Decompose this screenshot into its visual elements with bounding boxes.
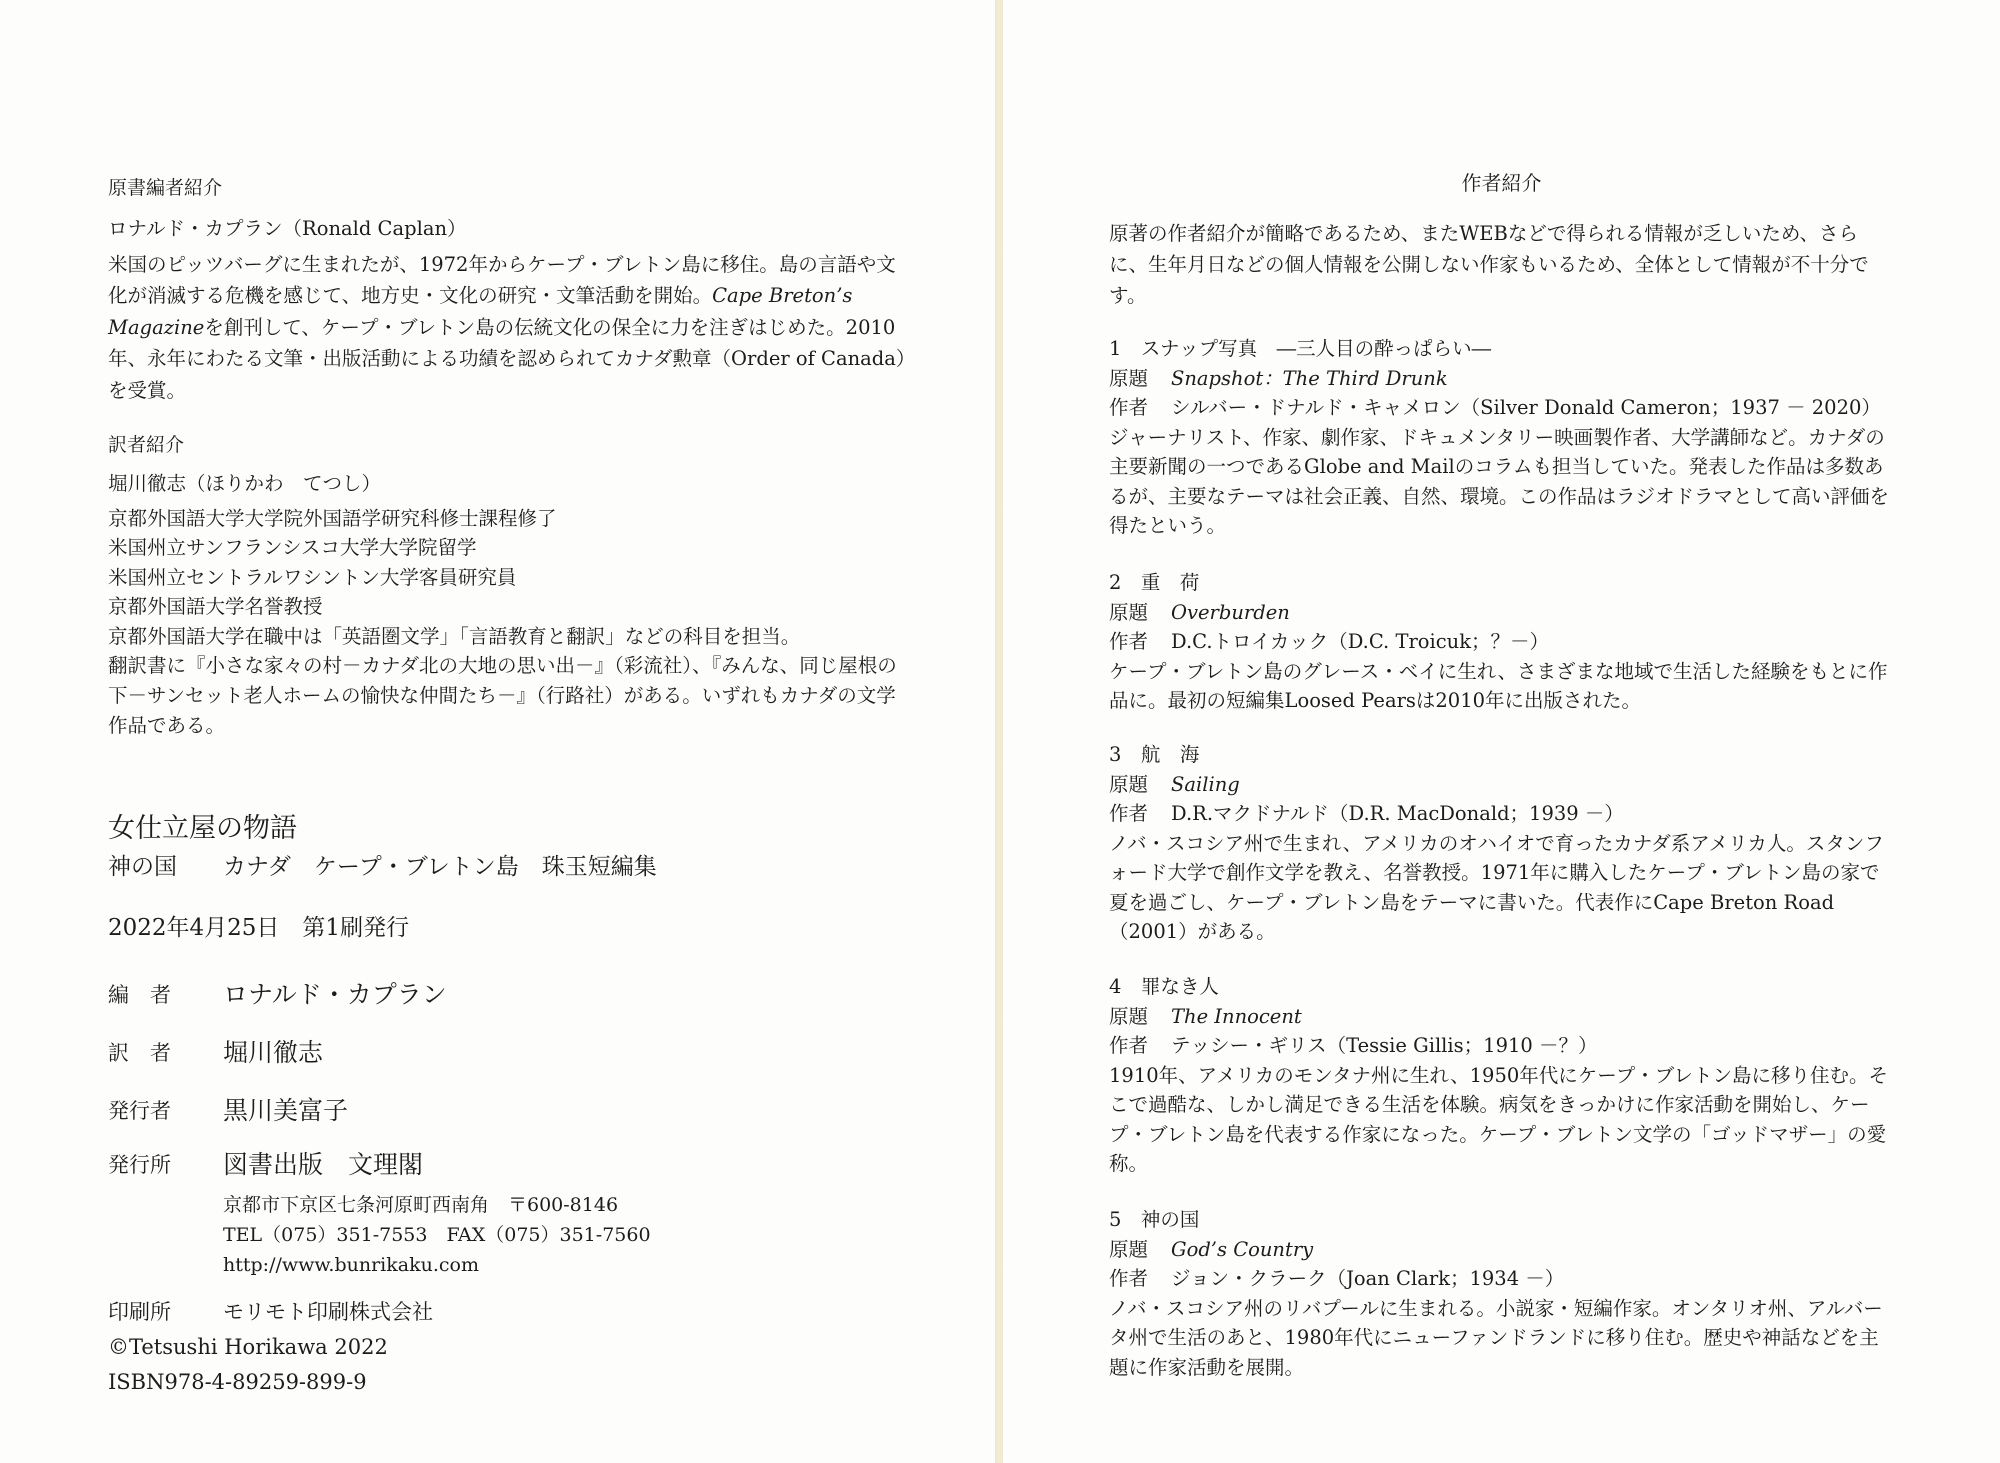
publisher-label: 発行所 <box>108 1153 171 1177</box>
copyright-block <box>108 1330 388 1400</box>
book-gutter <box>995 0 1003 1463</box>
original-title: Overburden <box>1171 600 1290 624</box>
copyright: ©Tetsushi Horikawa 2022 <box>108 1335 388 1359</box>
entry-author-row <box>1109 799 1889 829</box>
editor-bio <box>108 249 908 407</box>
entry-author-row <box>1109 627 1889 657</box>
entry-original-title-row <box>1109 598 1889 628</box>
author-name: テッシー・ギリス（Tessie Gillis；1910 －？） <box>1171 1034 1598 1057</box>
original-title: The Innocent <box>1171 1004 1302 1028</box>
printer-label: 印刷所 <box>108 1300 171 1324</box>
colophon-translator-row <box>108 1038 323 1068</box>
colophon-printer-row <box>108 1297 433 1327</box>
left-page <box>0 0 995 1463</box>
editor-heading: 原書編者紹介 <box>108 177 223 199</box>
translations-note: 翻訳書に『小さな家々の村－カナダ北の大地の思い出－』（彩流社）、『みんな、同じ屋根の下－サンセット老人ホームの愉快な仲間たち－』（行路社）がある。いずれもカナダの文学作品である。 <box>108 654 897 737</box>
author-entry-2 <box>1109 568 1889 716</box>
author-intro-heading: 作者紹介 <box>1461 171 1542 195</box>
original-title: Sailing <box>1171 772 1240 796</box>
career-item: 京都外国語大学名誉教授 <box>108 595 323 618</box>
editor-value: ロナルド・カプラン <box>223 980 447 1009</box>
translator-label: 訳 者 <box>108 1041 171 1065</box>
publisher-url[interactable]: http://www.bunrikaku.com <box>223 1254 479 1276</box>
author-label: 作者 <box>1109 630 1149 653</box>
book-subtitle: 神の国 カナダ ケープ・ブレトン島 珠玉短編集 <box>108 854 657 880</box>
author-entry-1 <box>1109 334 1889 541</box>
issuer-label: 発行者 <box>108 1099 171 1123</box>
entry-title: 2 重 荷 <box>1109 571 1200 594</box>
translator-name: 堀川徹志（ほりかわ てつし） <box>108 472 382 495</box>
author-label: 作者 <box>1109 1034 1149 1057</box>
original-title-label: 原題 <box>1109 1004 1149 1028</box>
author-name: D.C.トロイカック（D.C. Troicuk；？－） <box>1171 630 1550 653</box>
translator-heading: 訳者紹介 <box>108 434 185 456</box>
publisher-value: 図書出版 文理閣 <box>223 1150 424 1179</box>
author-name: ジョン・クラーク（Joan Clark；1934 －） <box>1171 1267 1565 1290</box>
colophon-issuer-row <box>108 1096 348 1126</box>
magazine-title: Cape Breton’s Magazine <box>108 284 853 339</box>
author-label: 作者 <box>1109 396 1149 419</box>
author-label: 作者 <box>1109 1267 1149 1290</box>
author-name: D.R.マクドナルド（D.R. MacDonald；1939 －） <box>1171 802 1624 825</box>
publish-date: 2022年4月25日 第1刷発行 <box>108 915 410 941</box>
printer-value: モリモト印刷株式会社 <box>223 1300 433 1324</box>
isbn: ISBN978-4-89259-899-9 <box>108 1370 367 1394</box>
issuer-value: 黒川美富子 <box>223 1096 349 1125</box>
publisher-phone-fax: TEL（075）351-7553 FAX（075）351-7560 <box>223 1224 651 1246</box>
entry-title: 5 神の国 <box>1109 1208 1200 1231</box>
original-title-label: 原題 <box>1109 1237 1149 1261</box>
right-page <box>1003 0 2000 1463</box>
original-title-label: 原題 <box>1109 772 1149 796</box>
author-bio: ジャーナリスト、作家、劇作家、ドキュメンタリー映画製作者、大学講師など。カナダの主要新聞の一つであるGlobe and Mailのコラムも担当していた。発表した作品は多数あるが、主要なテーマは社会正義、自然、環境。この作品はラジオドラマとして高い評価を得たという。 <box>1109 425 1890 537</box>
author-bio: ノバ・スコシア州で生まれ、アメリカのオハイオで育ったカナダ系アメリカ人。スタンフォード大学で創作文学を教え、名誉教授。1971年に購入したケープ・ブレトン島の家で夏を過ごし、ケープ・ブレトン島をテーマに書いた。代表作にCape Breton Road（2001）がある。 <box>1109 831 1884 943</box>
publisher-address-block <box>223 1190 651 1280</box>
author-intro-text: 原著の作者紹介が簡略であるため、またWEBなどで得られる情報が乏しいため、さらに、生年月日などの個人情報を公開しない作家もいるため、全体として情報が不十分です。 <box>1109 222 1869 307</box>
career-item: 京都外国語大学在職中は「英語圏文学」「言語教育と翻訳」などの科目を担当。 <box>108 624 801 648</box>
entry-original-title-row <box>1109 1002 1889 1032</box>
entry-original-title-row <box>1109 1235 1889 1265</box>
author-bio: ケープ・ブレトン島のグレース・ベイに生れ、さまざまな地域で生活した経験をもとに作品に。最初の短編集Loosed Pearsは2010年に出版された。 <box>1109 659 1888 712</box>
editor-bio-part1: 米国のピッツバーグに生まれたが、1972年からケープ・ブレトン島に移住。島の言語や文化が消滅する危機を感じて、地方史・文化の研究・文筆活動を開始。 <box>108 252 896 307</box>
original-title-label: 原題 <box>1109 600 1149 624</box>
entry-original-title-row <box>1109 770 1889 800</box>
entry-title: 4 罪なき人 <box>1109 975 1219 998</box>
editor-bio-part2: を創刊して、ケープ・ブレトン島の伝統文化の保全に力を注ぎはじめた。2010年、永年にわたる文筆・出版活動による功績を認められてカナダ勲章（Order of Canada）を受賞。 <box>108 315 906 402</box>
entry-author-row <box>1109 393 1889 423</box>
translator-career-list <box>108 504 908 652</box>
book-title: 女仕立屋の物語 <box>108 813 297 844</box>
colophon-publisher-row <box>108 1150 423 1180</box>
entry-author-row <box>1109 1031 1889 1061</box>
entry-author-row <box>1109 1264 1889 1294</box>
author-entry-3 <box>1109 740 1889 947</box>
entry-title: 1 スナップ写真 ―三人目の酔っぱらい― <box>1109 337 1492 360</box>
author-label: 作者 <box>1109 802 1149 825</box>
entry-title: 3 航 海 <box>1109 743 1200 766</box>
author-entry-4 <box>1109 972 1889 1179</box>
translator-value: 堀川徹志 <box>223 1038 324 1067</box>
original-title-label: 原題 <box>1109 366 1149 390</box>
colophon-editor-row <box>108 980 447 1010</box>
career-item: 米国州立サンフランシスコ大学大学院留学 <box>108 536 477 559</box>
career-item: 京都外国語大学大学院外国語学研究科修士課程修了 <box>108 506 557 530</box>
original-title: Snapshot：The Third Drunk <box>1171 366 1448 390</box>
translator-section <box>108 432 908 741</box>
author-bio: ノバ・スコシア州のリバプールに生まれる。小説家・短編作家。オンタリオ州、アルバータ州で生活のあと、1980年代にニューファンドランドに移り住む。歴史や神話などを主題に作家活動を展開。 <box>1109 1296 1883 1379</box>
editor-label: 編 者 <box>108 983 171 1007</box>
editor-name: ロナルド・カプラン（Ronald Caplan） <box>108 217 467 240</box>
original-title: God’s Country <box>1171 1237 1314 1261</box>
author-name: シルバー・ドナルド・キャメロン（Silver Donald Cameron；1937 － 2020） <box>1171 396 1881 419</box>
editor-section <box>108 175 908 406</box>
career-item: 米国州立セントラルワシントン大学客員研究員 <box>108 565 517 589</box>
publisher-address: 京都市下京区七条河原町西南角 〒600-8146 <box>223 1194 619 1216</box>
author-entry-5 <box>1109 1205 1889 1382</box>
author-bio: 1910年、アメリカのモンタナ州に生れ、1950年代にケープ・ブレトン島に移り住む。そこで過酷な、しかし満足できる生活を体験。病気をきっかけに作家活動を開始し、ケープ・ブレトン島を代表する作家になった。ケープ・ブレトン文学の「ゴッドマザー」の愛称。 <box>1109 1063 1889 1175</box>
entry-original-title-row <box>1109 364 1889 394</box>
